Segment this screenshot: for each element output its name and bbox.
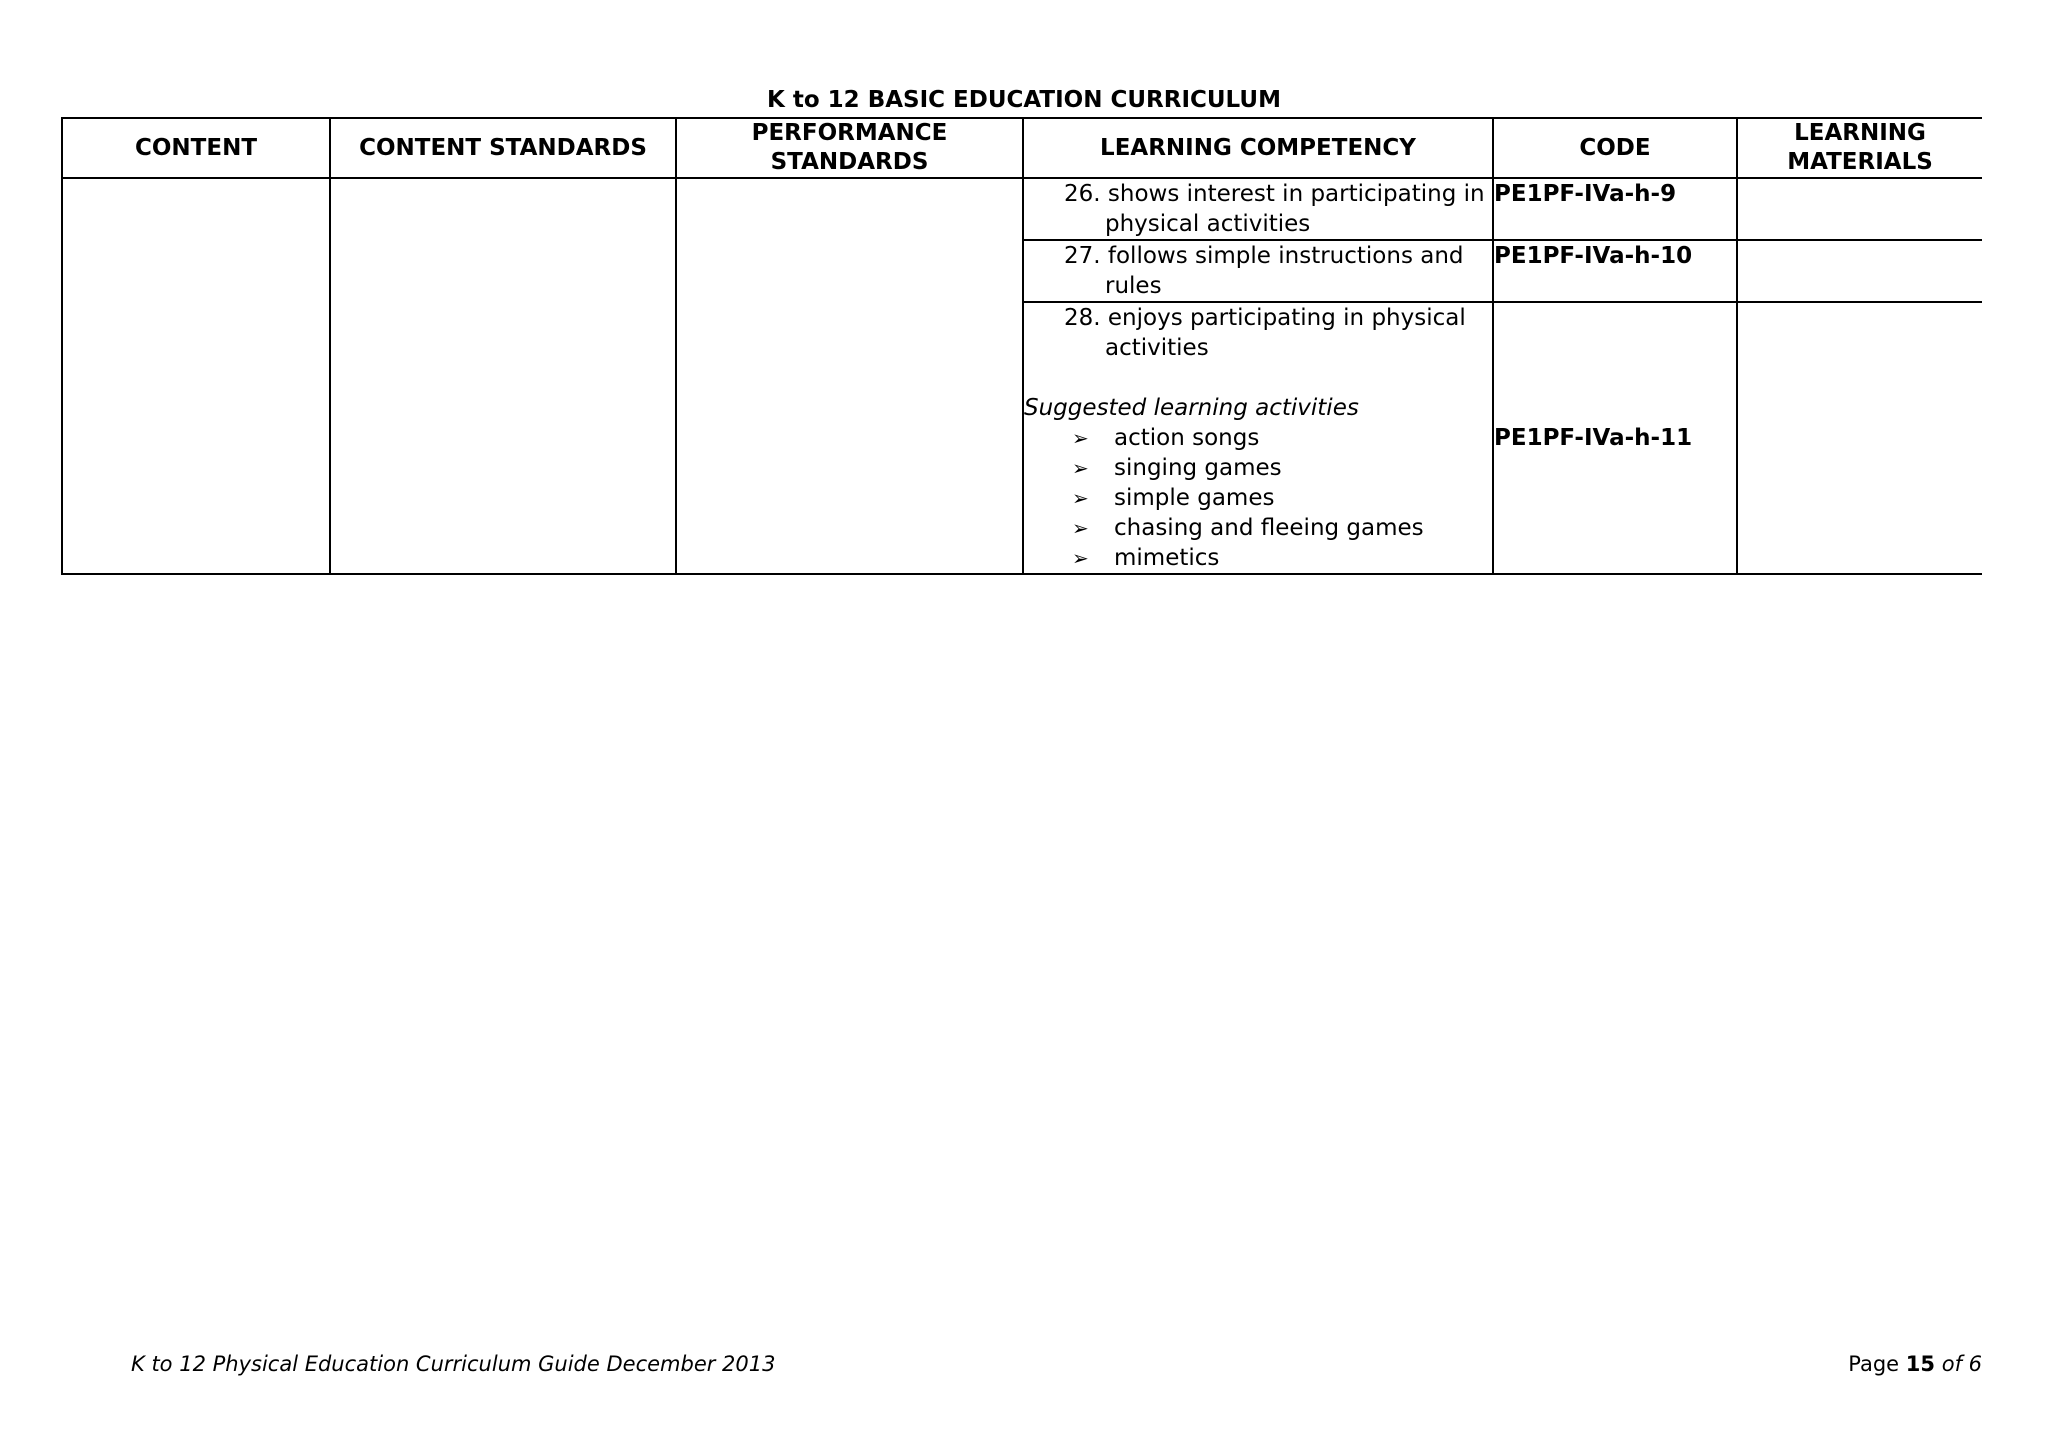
suggested-activities-heading: Suggested learning activities xyxy=(1024,395,1359,421)
list-item: ➢ action songs xyxy=(1072,425,1260,451)
code-cell: PE1PF-IVa-h-11 xyxy=(1493,302,1737,574)
competency-text: 27. follows simple instructions and rules xyxy=(1064,243,1464,299)
arrowhead-bullet-icon: ➢ xyxy=(1072,546,1089,570)
footer-page-number xyxy=(1848,1351,1982,1377)
materials-cell xyxy=(1737,178,1982,240)
header-learning-materials: LEARNING MATERIALS xyxy=(1737,118,1982,178)
suggested-activities-list xyxy=(1024,423,1492,573)
header-code: CODE xyxy=(1493,118,1737,178)
header-performance-standards: PERFORMANCE STANDARDS xyxy=(676,118,1023,178)
competency-text: 26. shows interest in participating in physical activities xyxy=(1064,181,1485,237)
arrowhead-bullet-icon: ➢ xyxy=(1072,516,1089,540)
list-item: ➢ simple games xyxy=(1072,485,1275,511)
competency-cell xyxy=(1023,302,1493,574)
list-item: ➢ singing games xyxy=(1072,455,1282,481)
curriculum-table xyxy=(61,117,1982,575)
competency-cell xyxy=(1023,240,1493,302)
footer-guide-title: K to 12 Physical Education Curriculum Guide December 2013 xyxy=(131,1352,776,1376)
table-row xyxy=(62,178,1982,240)
header-content-standards: CONTENT STANDARDS xyxy=(330,118,676,178)
header-content: CONTENT xyxy=(62,118,330,178)
document-title: K to 12 BASIC EDUCATION CURRICULUM xyxy=(767,87,1281,113)
page-current: 15 xyxy=(1905,1352,1936,1376)
content-standards-cell xyxy=(330,178,676,574)
competency-text: 28. enjoys participating in physical activities xyxy=(1064,305,1466,361)
materials-cell xyxy=(1737,240,1982,302)
competency-cell xyxy=(1023,178,1493,240)
arrowhead-bullet-icon: ➢ xyxy=(1072,456,1089,480)
performance-standards-cell xyxy=(676,178,1023,574)
arrowhead-bullet-icon: ➢ xyxy=(1072,426,1089,450)
page-label: Page xyxy=(1848,1352,1900,1376)
code-cell: PE1PF-IVa-h-10 xyxy=(1493,240,1737,302)
content-cell xyxy=(62,178,330,574)
arrowhead-bullet-icon: ➢ xyxy=(1072,486,1089,510)
list-item: ➢ chasing and fleeing games xyxy=(1072,515,1424,541)
code-cell: PE1PF-IVa-h-9 xyxy=(1493,178,1737,240)
header-learning-competency: LEARNING COMPETENCY xyxy=(1023,118,1493,178)
header-row xyxy=(62,118,1982,178)
list-item: ➢ mimetics xyxy=(1072,545,1220,571)
page-total: of 6 xyxy=(1941,1352,1982,1376)
materials-cell xyxy=(1737,302,1982,574)
